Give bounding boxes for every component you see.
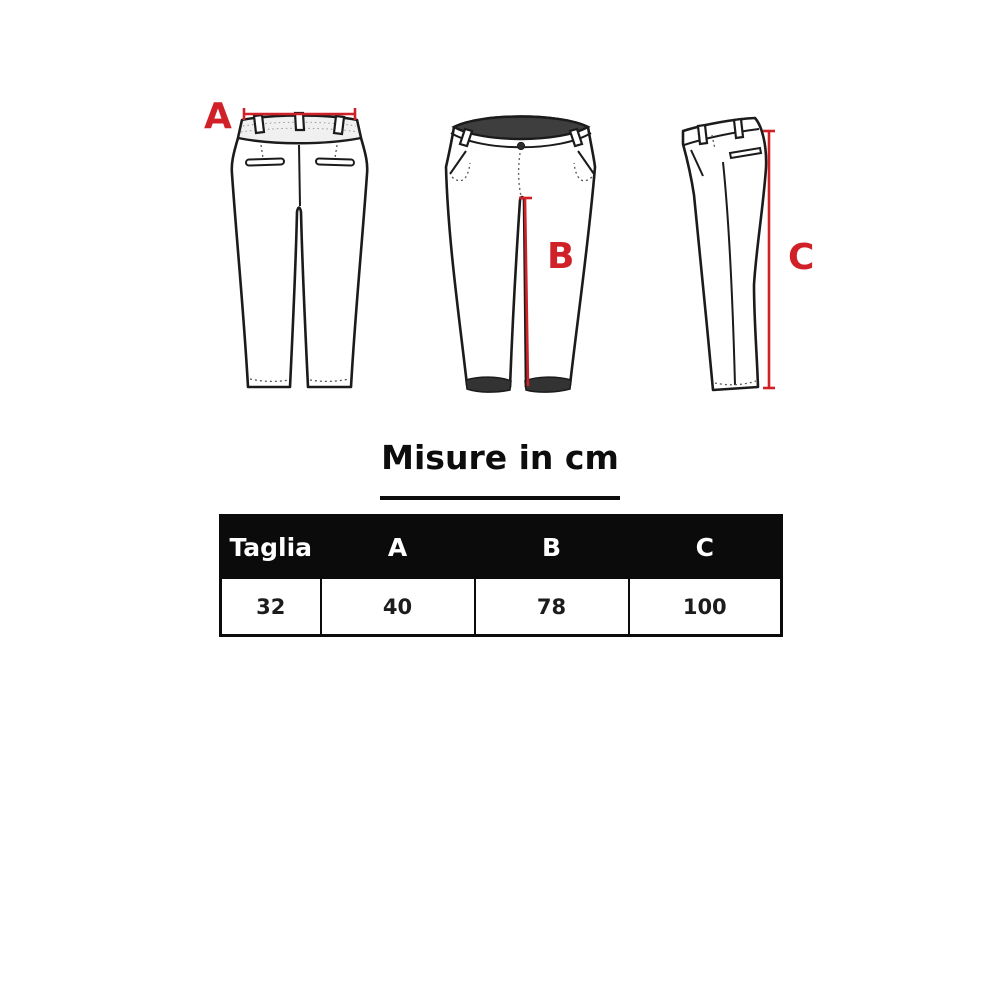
cell-a-value: 40 — [321, 578, 475, 636]
belt-loop — [295, 113, 304, 130]
header-c: C — [629, 516, 782, 579]
cell-taglia-value: 32 — [221, 578, 321, 636]
header-taglia: Taglia — [221, 516, 321, 579]
size-table-header-row — [221, 516, 782, 579]
pants-back-view-illustration — [215, 100, 385, 405]
page-title: Misure in cm — [381, 438, 619, 477]
waist-button — [517, 142, 524, 149]
belt-loop — [334, 116, 344, 134]
header-b: B — [475, 516, 629, 579]
pants-front-view-illustration — [437, 100, 607, 405]
belt-loop — [254, 115, 264, 133]
cell-b-value: 78 — [475, 578, 629, 636]
measure-label-c: C — [788, 237, 815, 278]
title-underline — [380, 496, 620, 500]
header-a: A — [321, 516, 475, 579]
size-table-row — [221, 578, 782, 636]
belt-loop — [698, 125, 707, 144]
hem-cuff — [525, 377, 571, 392]
size-table — [219, 514, 783, 637]
hem-cuff — [466, 377, 511, 392]
pants-side-view-illustration — [650, 100, 810, 405]
belt-loop — [734, 119, 743, 138]
back-pocket — [316, 158, 354, 165]
back-pocket — [246, 158, 284, 165]
measure-label-a: A — [204, 96, 232, 137]
cell-c-value: 100 — [629, 578, 782, 636]
measure-label-b: B — [547, 236, 575, 277]
